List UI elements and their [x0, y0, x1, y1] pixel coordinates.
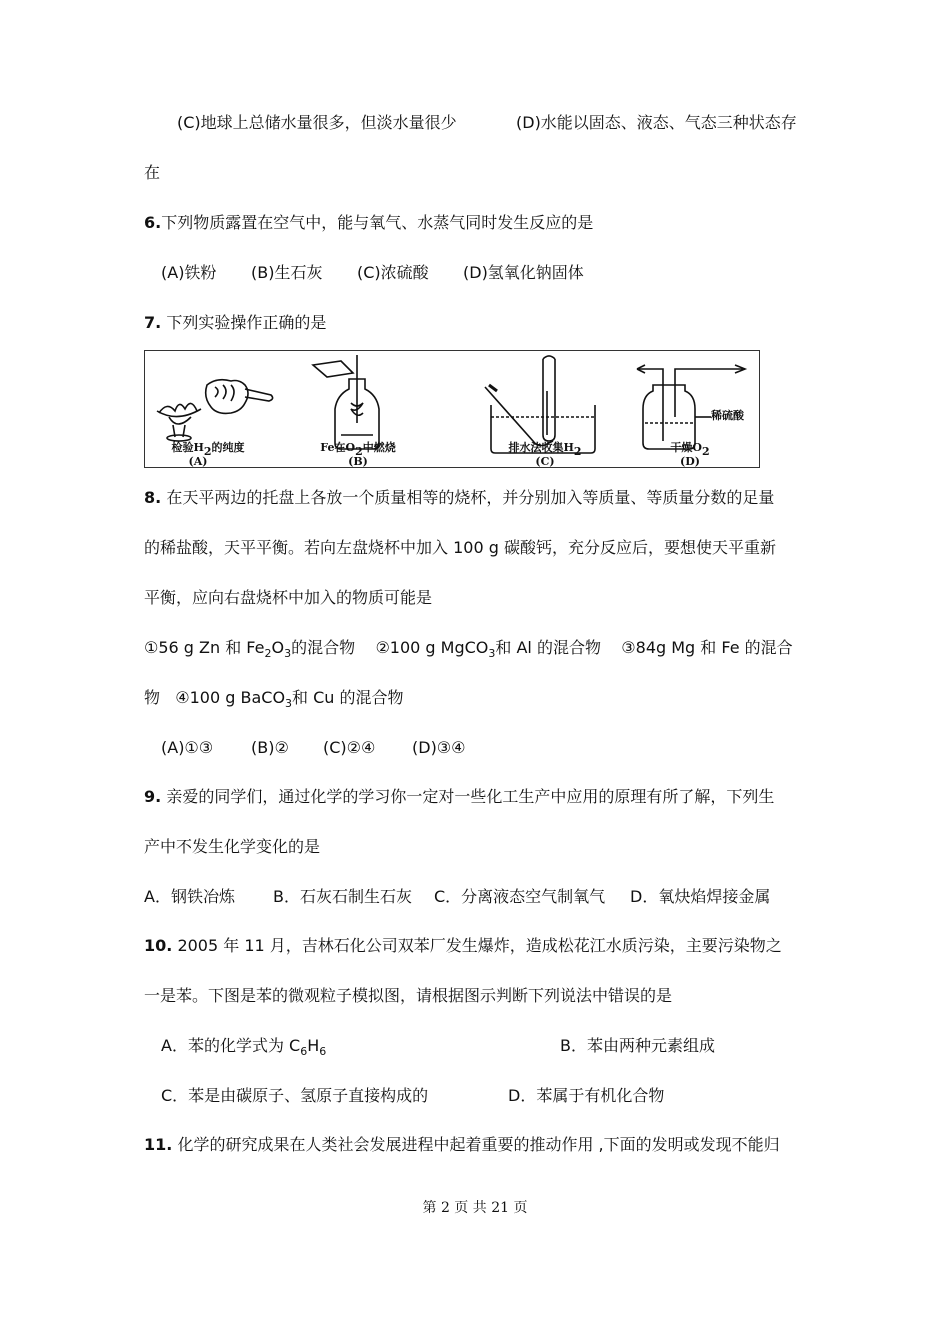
question-text: 亲爱的同学们，通过化学的学习你一定对一些化工生产中应用的原理有所了解，下列生: [166, 787, 775, 806]
question-10-line-1: [144, 934, 782, 958]
q10-option-d: D．苯属于有机化合物: [508, 1086, 665, 1105]
choice-1: ①56 g Zn 和 $Fe_2O_3$的混合物: [144, 638, 356, 660]
question-text: 化学的研究成果在人类社会发展进程中起着重要的推动作用 ,下面的发明或发现不能归: [177, 1135, 780, 1154]
q10-option-c: C．苯是由碳原子、氢原子直接构成的: [161, 1086, 429, 1105]
question-number: 7.: [144, 313, 162, 332]
q9-option-c: C．分离液态空气制氧气: [434, 887, 606, 906]
caption-a-letter: (A): [188, 455, 208, 468]
q8-choice-line: [144, 636, 793, 660]
q8-option-d: (D)③④: [412, 738, 466, 757]
caption-c-letter: (C): [535, 455, 555, 468]
q5-option-d-cont: 在: [144, 163, 161, 182]
question-9-line-1: [144, 785, 774, 809]
q5-option-c: (C)地球上总储水量很多，但淡水量很少: [177, 113, 457, 132]
q7-experiment-figure: [144, 350, 760, 468]
question-number: 11.: [144, 1135, 173, 1154]
question-number: 6.: [144, 213, 162, 232]
q5-option-d: (D)水能以固态、液态、气态三种状态存: [516, 113, 797, 132]
question-number: 8.: [144, 488, 162, 507]
q10-option-b: B．苯由两种元素组成: [560, 1036, 715, 1055]
question-11-line-1: [144, 1133, 780, 1157]
question-text: 2005 年 11 月，吉林石化公司双苯厂发生爆炸，造成松花江水质污染，主要污染物之: [177, 936, 782, 955]
caption-d: 干燥$O_2$: [670, 441, 710, 458]
question-text: 下列实验操作正确的是: [166, 313, 327, 332]
q9-option-a: A．钢铁冶炼: [144, 887, 235, 906]
q8-choice-line-2: [144, 686, 404, 710]
q9-option-b: B．石灰石制生石灰: [273, 887, 412, 906]
test-tube-icon: [245, 389, 273, 401]
caption-c: 排水法收集$H_2$: [508, 441, 582, 458]
hand-icon: [206, 380, 248, 414]
question-number: 9.: [144, 787, 162, 806]
choice-4: ④100 g BaCO$_3$和 Cu 的混合物: [175, 688, 404, 710]
q6-option-a: (A)铁粉: [161, 263, 217, 282]
caption-b-letter: (B): [348, 455, 368, 468]
question-8-line-1: [144, 486, 774, 510]
drying-bottle-icon: [643, 385, 695, 449]
q8-option-c: (C)②④: [323, 738, 376, 757]
question-10-line-2: 一是苯。下图是苯的微观粒子模拟图，请根据图示判断下列说法中错误的是: [144, 986, 673, 1005]
q10-option-a: A．苯的化学式为 $C_6H_6$: [161, 1036, 327, 1058]
q9-option-d: D．氧炔焰焊接金属: [630, 887, 771, 906]
collection-tube-icon: [543, 359, 555, 441]
choice-3: ③84g Mg 和 Fe 的混合: [621, 638, 793, 657]
spoon-handle-icon: [313, 361, 353, 377]
question-text: 下列物质露置在空气中，能与氧气、水蒸气同时发生反应的是: [161, 213, 594, 232]
q6-option-d: (D)氢氧化钠固体: [463, 263, 584, 282]
choice-3-cont: 物: [144, 688, 161, 707]
q8-option-b: (B)②: [251, 738, 289, 757]
reagent-label: 稀硫酸: [711, 409, 744, 422]
question-9-line-2: 产中不发生化学变化的是: [144, 837, 321, 856]
choice-2: ②100 g MgCO$_3$和 Al 的混合物: [375, 638, 601, 660]
caption-d-letter: (D): [680, 455, 700, 468]
question-6-stem: [144, 211, 593, 235]
question-text: 在天平两边的托盘上各放一个质量相等的烧杯，并分别加入等质量、等质量分数的足量: [166, 488, 775, 507]
flame-icon: [159, 403, 197, 413]
caption-b: Fe在$O_2$中燃烧: [320, 441, 396, 458]
question-8-line-3: 平衡，应向右盘烧杯中加入的物质可能是: [144, 588, 433, 607]
question-7-stem: [144, 311, 326, 335]
q8-option-a: (A)①③: [161, 738, 214, 757]
page-footer: 第 2 页 共 21 页: [422, 1200, 528, 1216]
caption-a: 检验$H_2$的纯度: [171, 441, 245, 458]
q6-option-c: (C)浓硫酸: [357, 263, 429, 282]
question-8-line-2: 的稀盐酸，天平平衡。若向左盘烧杯中加入 100 g 碳酸钙，充分反应后，要想使天平重新: [144, 538, 776, 557]
q6-option-b: (B)生石灰: [251, 263, 323, 282]
question-number: 10.: [144, 936, 173, 955]
